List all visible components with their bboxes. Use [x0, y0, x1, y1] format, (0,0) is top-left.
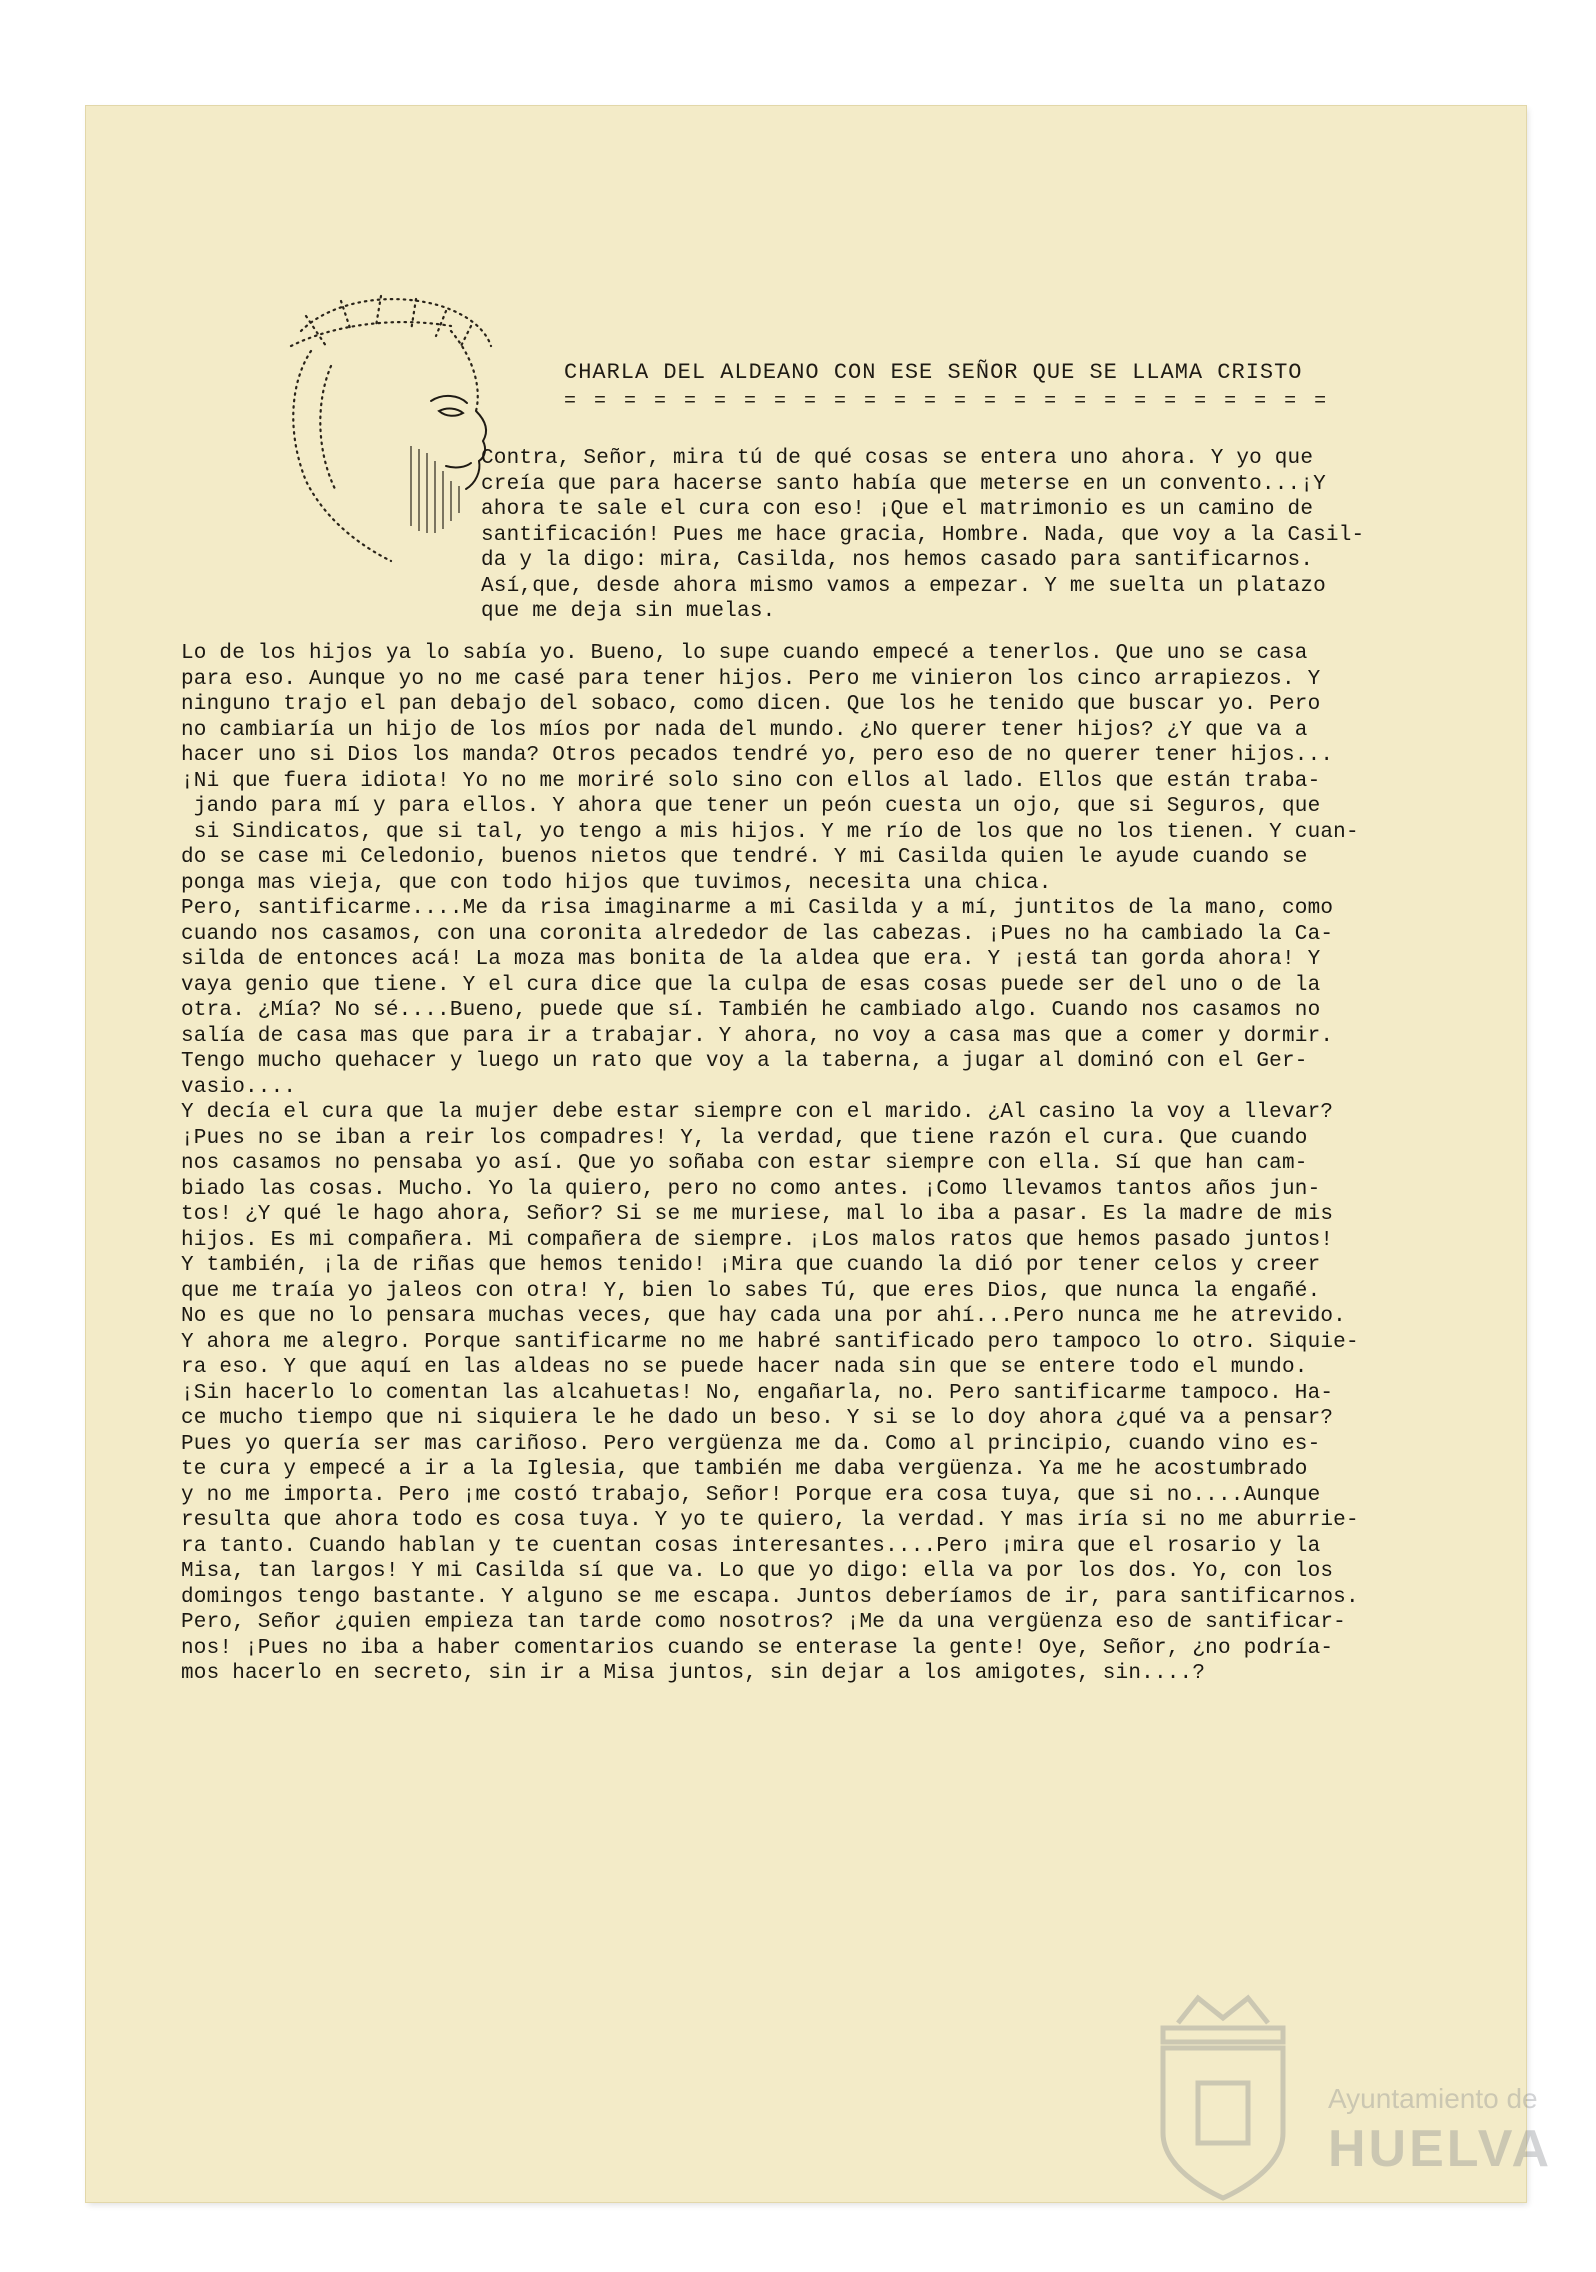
watermark-line2: HUELVA	[1328, 2120, 1553, 2178]
paper-sheet	[86, 106, 1526, 2202]
paragraph-indented: Contra, Señor, mira tú de qué cosas se entera uno ahora. Y yo que creía que para hacerse santo había que meterse en un convento...¡Y ahora te sale el cura con eso! ¡Que el matrimonio es un camino de santificación! Pues me hace gracia, Hombre. Nada, que voy a la Casil- da y la digo: mira, Casilda, nos hemos casado para santificarnos. Así,que, desde ahora mismo vamos a empezar. Y me suelta un platazo que me deja sin muelas.	[481, 447, 1365, 623]
paragraph-main: Lo de los hijos ya lo sabía yo. Bueno, lo supe cuando empecé a tenerlos. Que uno se casa para eso. Aunque yo no me casé para tener hijos. Pero me vinieron los cinco arrapiezos. Y ninguno trajo el pan debajo del sobaco, como dicen. Que los he tenido que buscar yo. Pero no cambiaría un hijo de los míos por nada del mundo. ¿No querer tener hijos? ¿Y que va a hacer uno si Dios los manda? Otros pecados tendré yo, pero eso de no querer tener hijos... ¡Ni que fuera idiota! Yo no me moriré solo sino con ellos al lado. Ellos que están traba- jando para mí y para ellos. Y ahora que tener un peón cuesta un ojo, que si Seguros, que si Sindicatos, que si tal, yo tengo a mis hijos. Y me río de los que no los tienen. Y cuan- do se case mi Celedonio, buenos nietos que tendré. Y mi Casilda quien le ayude cuando se ponga mas vieja, que con todo hijos que tuvimos, necesita una chica. Pero, santificarme....Me da risa imaginarme a mi Casilda y a mí, juntitos de la mano, como cuando nos casamos, con una coronita alrededor de las cabezas. ¡Pues no ha cambiado la Ca- silda de entonces acá! La moza mas bonita de la aldea que era. Y ¡está tan gorda ahora! Y vaya genio que tiene. Y el cura dice que la culpa de esas cosas puede ser del uno o de la otra. ¿Mía? No sé....Bueno, puede que sí. También he cambiado algo. Cuando nos casamos no salía de casa mas que para ir a trabajar. Y ahora, no voy a casa mas que a comer y dormir. Tengo mucho quehacer y luego un rato que voy a la taberna, a jugar al dominó con el Ger- vasio.... Y decía el cura que la mujer debe estar siempre con el marido. ¿Al casino la voy a llevar? ¡Pues no se iban a reir los compadres! Y, la verdad, que tiene razón el cura. Que cuando nos casamos no pensaba yo así. Que yo soñaba con estar siempre con ella. Sí que han cam- biado las cosas. Mucho. Yo la quiero, pero no como antes. ¡Como llevamos tantos años jun- tos! ¿Y qué le hago ahora, Señor? Si se me muriese, mal lo iba a pasar. Es la madre de mis hijos. Es mi compañera. Mi compañera de siempre. ¡Los malos ratos que hemos pasado juntos! Y también, ¡la de riñas que hemos tenido! ¡Mira que cuando la dió por tener celos y creer que me traía yo jaleos con otra! Y, bien lo sabes Tú, que eres Dios, que nunca la engañé. No es que no lo pensara muchas veces, que hay cada una por ahí...Pero nunca me he atrevido. Y ahora me alegro. Porque santificarme no me habré santificado pero tampoco lo otro. Siquie- ra eso. Y que aquí en las aldeas no se puede hacer nada sin que se entere todo el mundo. ¡Sin hacerlo lo comentan las alcahuetas! No, engañarla, no. Pero santificarme tampoco. Ha- ce mucho tiempo que ni siquiera le he dado un beso. Y si se lo doy ahora ¿qué va a pensar? Pues yo quería ser mas cariñoso. Pero vergüenza me da. Como al principio, cuando vino es- te cura y empecé a ir a la Iglesia, que también me daba vergüenza. Ya me he acostumbrado y no me importa. Pero ¡me costó trabajo, Señor! Porque era cosa tuya, que si no....Aunque resulta que ahora todo es cosa tuya. Y yo te quiero, la verdad. Y mas iría si no me aburrie- ra tanto. Cuando hablan y te cuentan cosas interesantes....Pero ¡mira que el rosario y la Misa, tan largos! Y mi Casilda sí que va. Lo que yo digo: ella va por los dos. Yo, con los domingos tengo bastante. Y alguno se me escapa. Juntos deberíamos de ir, para santificarnos. Pero, Señor ¿quien empieza tan tarde como nosotros? ¡Me da una vergüenza eso de santificar- nos! ¡Pues no iba a haber comentarios cuando se enterase la gente! Oye, Señor, ¿no podría- mos hacerlo en secreto, sin ir a Misa juntos, sin dejar a los amigotes, sin....?	[181, 642, 1359, 1685]
coat-of-arms-icon	[1138, 1983, 1308, 2213]
document-title: CHARLA DEL ALDEANO CON ESE SEÑOR QUE SE LLAMA CRISTO	[564, 360, 1303, 385]
title-underline: = = = = = = = = = = = = = = = = = = = = = = = = = =	[564, 390, 1330, 413]
watermark-line1: Ayuntamiento de	[1328, 2083, 1538, 2114]
huelva-watermark	[1118, 1963, 1553, 2243]
